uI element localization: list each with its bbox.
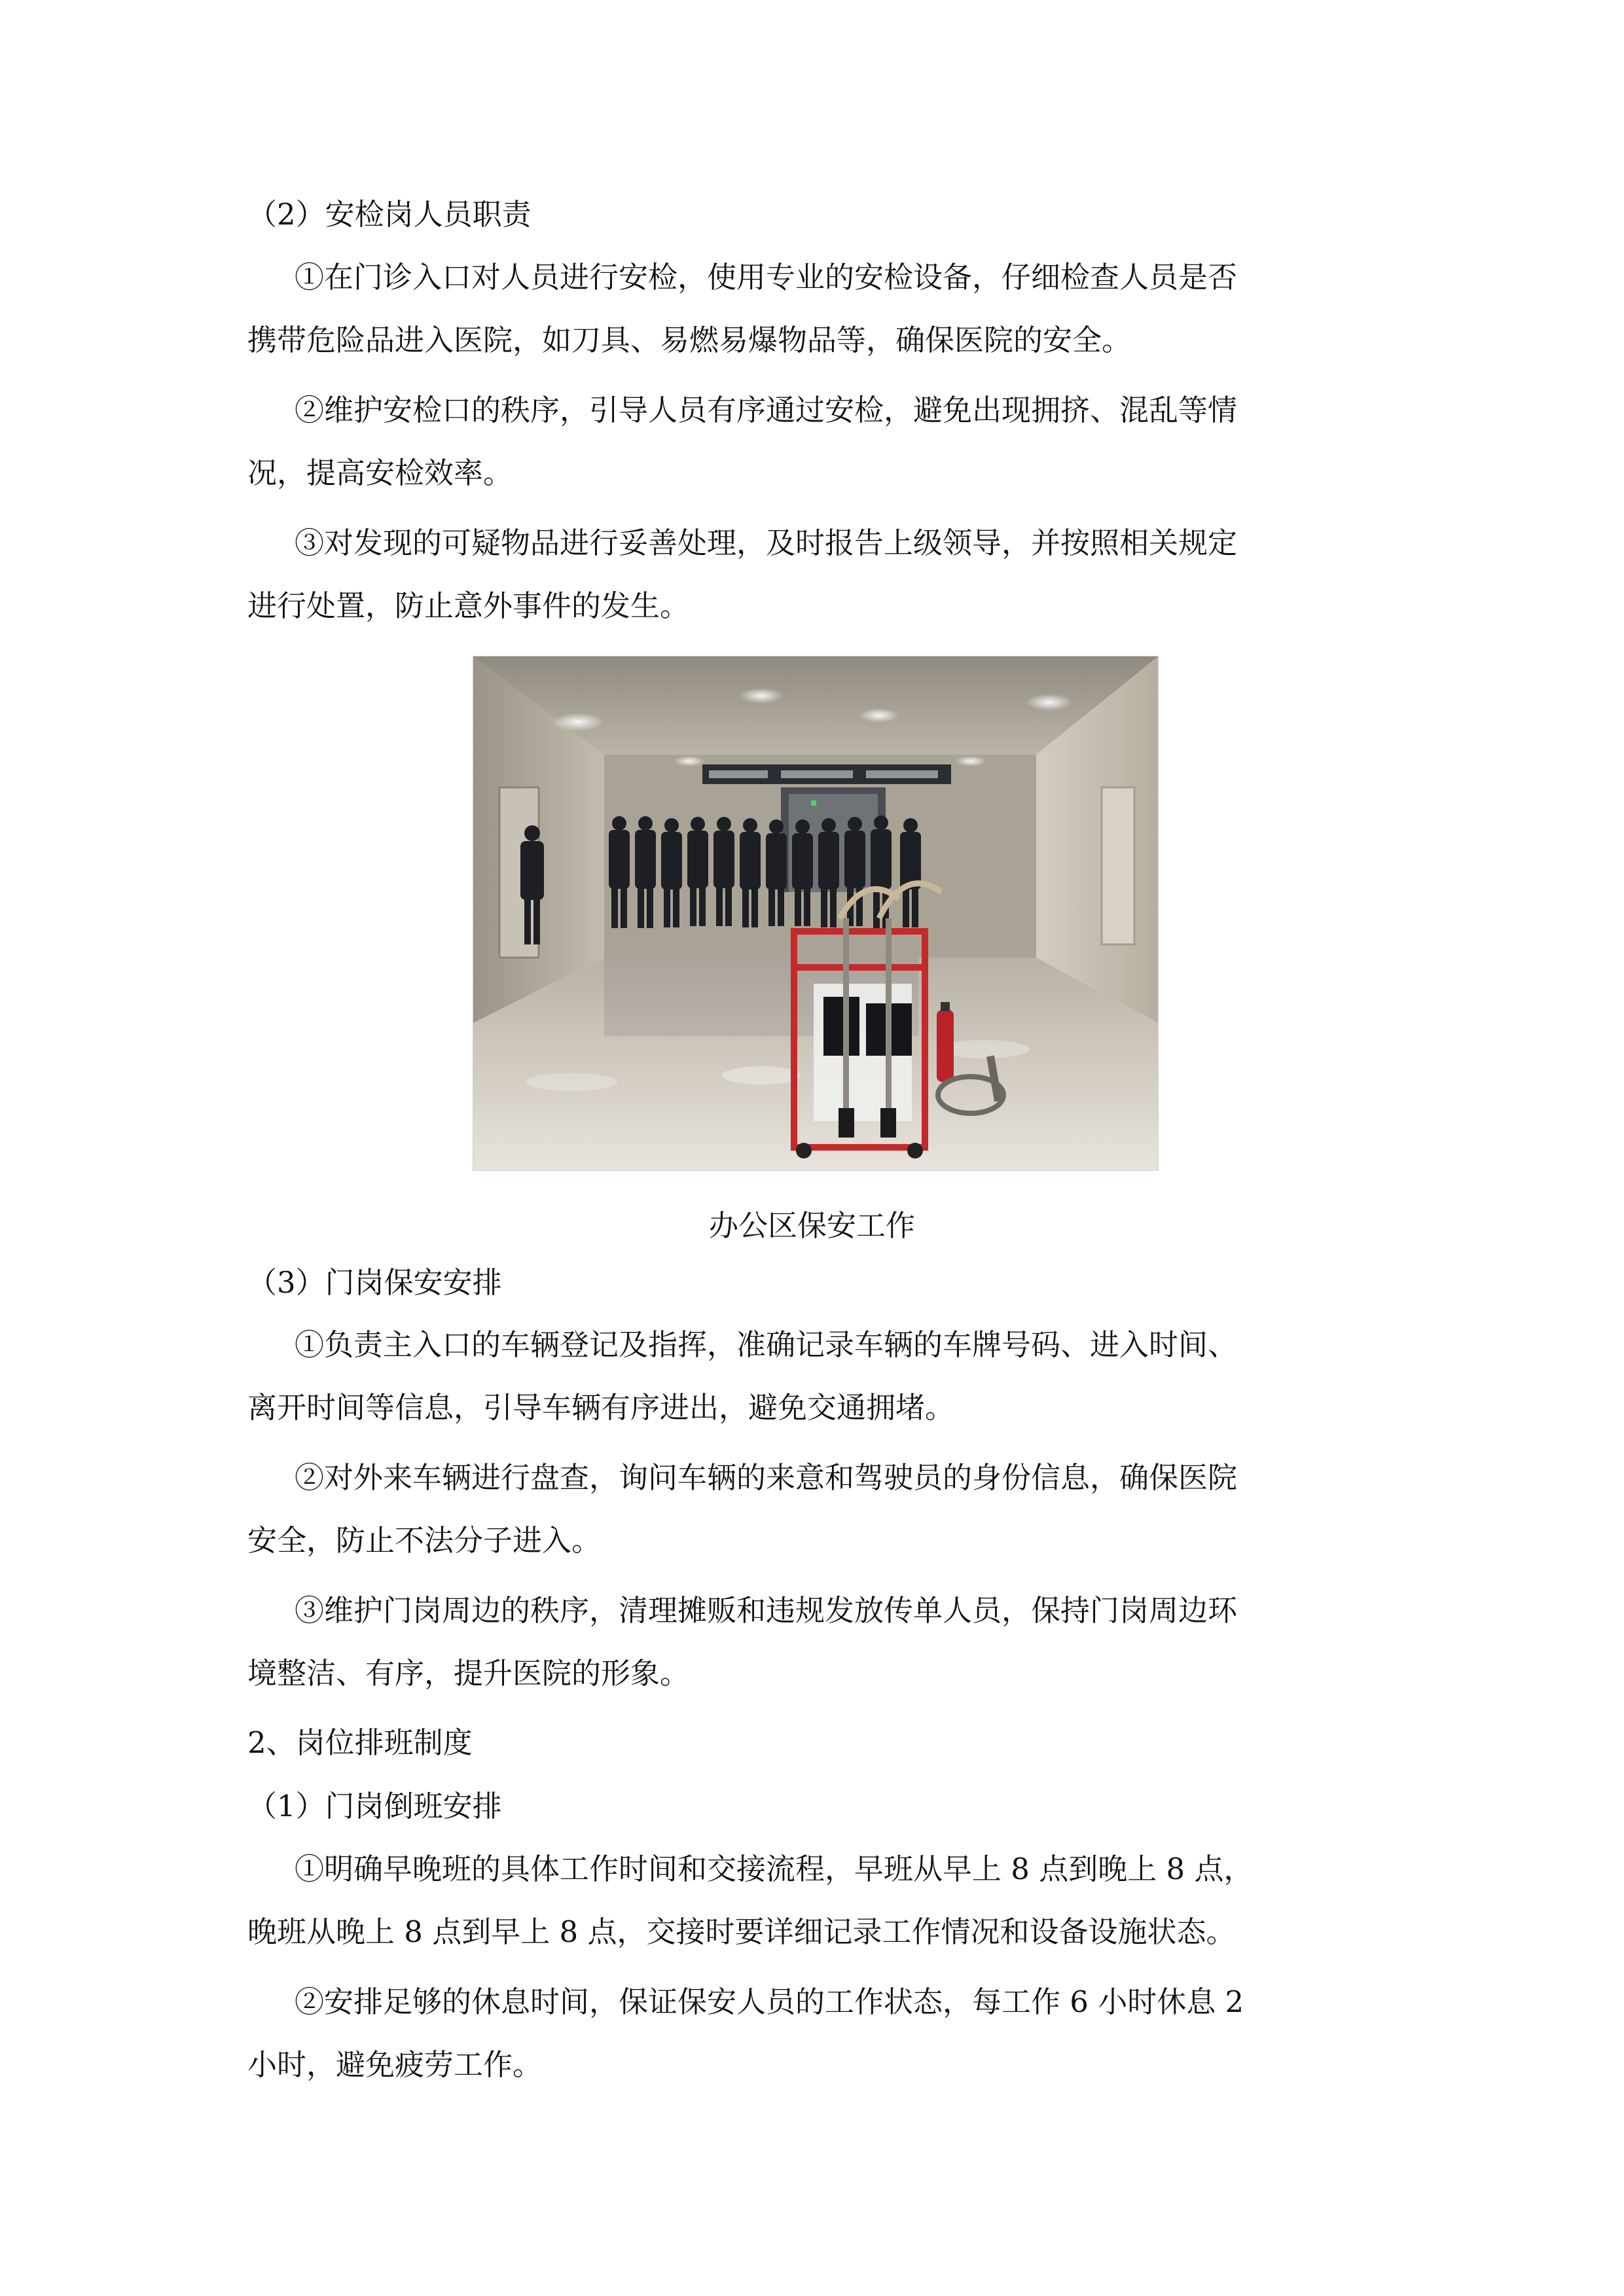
section-3-item-1-line-1: ①负责主入口的车辆登记及指挥，准确记录车辆的车牌号码、进入时间、 bbox=[295, 1327, 1238, 1362]
section-2-item-1-line-2: 携带危险品进入医院，如刀具、易燃易爆物品等，确保医院的安全。 bbox=[247, 323, 1132, 357]
chapter-2-item-1-line-1: ①明确早晚班的具体工作时间和交接流程，早班从早上 8 点到晚上 8 点， bbox=[295, 1852, 1254, 1886]
section-3-item-3-line-2: 境整洁、有序，提升医院的形象。 bbox=[247, 1656, 690, 1691]
section-2-item-2-line-1: ②维护安检口的秩序，引导人员有序通过安检，避免出现拥挤、混乱等情 bbox=[295, 393, 1238, 427]
section-2-heading: （2）安检岗人员职责 bbox=[247, 197, 532, 232]
section-3-item-3-line-1: ③维护门岗周边的秩序，清理摊贩和违规发放传单人员，保持门岗周边环 bbox=[295, 1593, 1238, 1628]
security-team-photo bbox=[473, 656, 1159, 1171]
section-3-item-2-line-2: 安全，防止不法分子进入。 bbox=[247, 1523, 602, 1558]
chapter-2-heading: 2、岗位排班制度 bbox=[247, 1725, 473, 1760]
section-3-item-2-line-1: ②对外来车辆进行盘查，询问车辆的来意和驾驶员的身份信息，确保医院 bbox=[295, 1460, 1238, 1495]
section-2-item-1-line-1: ①在门诊入口对人员进行安检，使用专业的安检设备，仔细检查人员是否 bbox=[295, 260, 1238, 295]
chapter-2-item-2-line-2: 小时，避免疲劳工作。 bbox=[247, 2047, 543, 2082]
section-3-item-1-line-2: 离开时间等信息，引导车辆有序进出，避免交通拥堵。 bbox=[247, 1390, 955, 1425]
chapter-2-item-2-line-1: ②安排足够的休息时间，保证保安人员的工作状态，每工作 6 小时休息 2 bbox=[295, 1984, 1244, 2019]
section-2-item-2-line-2: 况，提高安检效率。 bbox=[247, 456, 513, 490]
chapter-2-sub-1-heading: （1）门岗倒班安排 bbox=[247, 1789, 502, 1823]
section-2-item-3-line-2: 进行处置，防止意外事件的发生。 bbox=[247, 588, 690, 623]
section-3-heading: （3）门岗保安安排 bbox=[247, 1265, 502, 1300]
section-2-item-3-line-1: ③对发现的可疑物品进行妥善处理，及时报告上级领导，并按照相关规定 bbox=[295, 526, 1238, 560]
chapter-2-item-1-line-2: 晚班从晚上 8 点到早上 8 点，交接时要详细记录工作情况和设备设施状态。 bbox=[247, 1914, 1236, 1949]
figure-caption: 办公区保安工作 bbox=[708, 1208, 915, 1243]
